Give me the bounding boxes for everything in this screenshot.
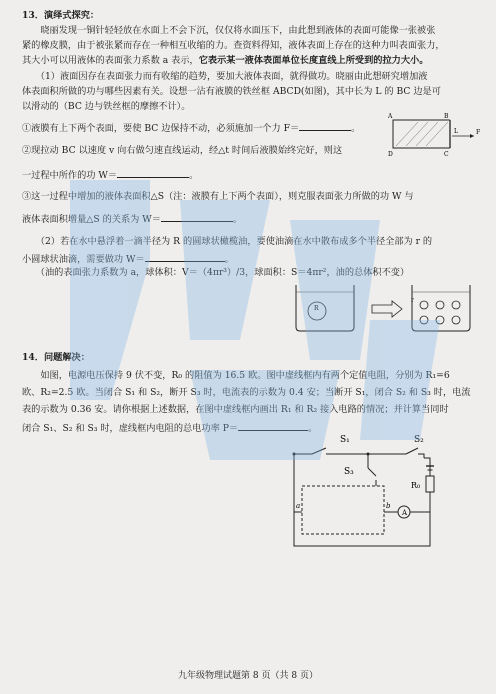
label-R: R <box>314 305 319 312</box>
label-F: F <box>476 129 481 136</box>
q13-intro-line-2: 紧的橡皮膜，由于被张紧而存在一种相互收缩的力。查资料得知，液体表面上存在的这种力叫表面张力， <box>22 40 445 51</box>
label-D: D <box>388 151 393 158</box>
page-footer: 九年级物理试题第 8 页（共 8 页） <box>178 671 318 681</box>
label-b: b <box>386 502 391 510</box>
q13-intro-bold: 它表示某一液体表面单位长度直线上所受到的拉力大小。 <box>198 55 429 66</box>
q14-line-3: 表的示数为 0.36 安。请你根据上述数据，在图中虚线框内画出 R₁ 和 R₂ 接入电路的情况；并计算当同时 <box>22 404 449 415</box>
wire-frame-figure <box>388 110 486 158</box>
label-s3: S₃ <box>344 467 354 477</box>
label-C: C <box>444 151 449 158</box>
q13-sub1-text: ①液膜有上下两个表面，要使 BC 边保持不动，必须施加一个力 F＝ <box>22 123 300 134</box>
resistor-r0 <box>426 476 434 492</box>
label-a: a <box>296 502 301 510</box>
q13-sub1: ①液膜有上下两个表面，要使 BC 边保持不动，必须施加一个力 F＝ 。 <box>22 123 361 134</box>
switch-s1 <box>312 448 326 454</box>
label-r: r <box>411 297 414 304</box>
q13-sub3-line-1: ③这一过程中增加的液体表面积△S（注：液膜有上下两个表面），则克服表面张力所做的功 W 与 <box>22 191 414 202</box>
q13-title: 13．演绎式探究： <box>22 10 100 21</box>
q14-line-4: 闭合 S₁、S₂ 和 S₃ 时，虚线框内电阻的总电功率 P＝ 。 <box>22 423 318 434</box>
answer-blank-surface-work[interactable] <box>161 212 233 222</box>
label-L: L <box>454 128 458 135</box>
small-oil-drops <box>420 301 460 324</box>
switch-s2 <box>406 448 418 454</box>
q13-p1-line-3: 以滑动的（BC 边与铁丝框的摩擦不计）。 <box>22 101 191 112</box>
oil-drop-figure <box>294 281 476 333</box>
q13-p1-line-1: （1）液面因存在表面张力而有收缩的趋势，要加大液体表面，就得做功。晓丽由此想研究增加液 <box>22 71 428 82</box>
q14-line-1: 如图，电源电压保持 9 伏不变，R₀ 的阻值为 16.5 欧。图中虚线框内有两个定值电阻，分别为 R₁=6 <box>22 370 450 381</box>
q13-sub3-line-2: 液体表面积增量△S 的关系为 W＝ 。 <box>22 214 243 225</box>
q13-sub2-line-2: 一过程中所作的功 W＝ 。 <box>22 170 199 181</box>
q13-intro-text: 其大小可以用液体的表面张力系数 a 表示， <box>22 55 199 66</box>
circuit-diagram <box>282 428 452 556</box>
answer-blank-oil-work[interactable] <box>145 252 225 262</box>
q13-p2-line-2: 小圆球状油滴，需要做功 W＝ 。 <box>22 254 234 265</box>
label-s1: S₁ <box>340 435 350 445</box>
answer-blank-work[interactable] <box>117 168 189 178</box>
q13-sub2-text: 一过程中所作的功 W＝ <box>22 170 118 181</box>
transform-arrow <box>372 301 402 317</box>
dashed-box <box>302 486 384 534</box>
q13-p1-line-2: 体表面积所做的功与哪些因素有关。设想一沾有液膜的铁丝框 ABCD(如图)，其中长为 L 的 BC 边是可 <box>22 86 441 97</box>
label-A: A <box>388 113 393 120</box>
q13-sub2-line-1: ②现拉动 BC 以速度 v 向右做匀速直线运动，经△t 时间后液膜始终完好，则这 <box>22 145 343 156</box>
q13-sub3-text: 液体表面积增量△S 的关系为 W＝ <box>22 214 161 225</box>
label-s2: S₂ <box>414 435 424 445</box>
q14-line-2: 欧、R₂=2.5 欧。当闭合 S₁ 和 S₂，断开 S₃ 时，电流表的示数为 0.4 安；当断开 S₁，闭合 S₂ 和 S₃ 时，电流 <box>22 387 471 398</box>
q13-p2-text: 小圆球状油滴，需要做功 W＝ <box>22 254 145 265</box>
q13-intro-line-1: 晓丽发现一铜针轻轻放在水面上不会下沉，仅仅将水面压下，由此想到液体的表面可能像一张被张 <box>22 25 436 36</box>
label-B: B <box>444 113 449 120</box>
q13-p2-note: （油的表面张力系数为 a，球体积：V＝（4πr³）/3，球面积：S＝4πr²，油的总体积不变） <box>22 267 410 278</box>
ammeter-label: A <box>402 509 408 517</box>
q13-p2-line-1: （2）若在水中悬浮着一滴半径为 R 的圆球状橄榄油，要使油滴在水中散布成多个半径全部为 r 的 <box>22 236 433 247</box>
q14-text: 闭合 S₁、S₂ 和 S₃ 时，虚线框内电阻的总电功率 P＝ <box>22 423 239 434</box>
label-r0: R₀ <box>411 481 421 490</box>
switch-s3 <box>368 468 376 476</box>
answer-blank-force[interactable] <box>299 121 351 131</box>
q13-intro-line-3 <box>22 55 480 67</box>
q14-title: 14．问题解决： <box>22 352 90 363</box>
